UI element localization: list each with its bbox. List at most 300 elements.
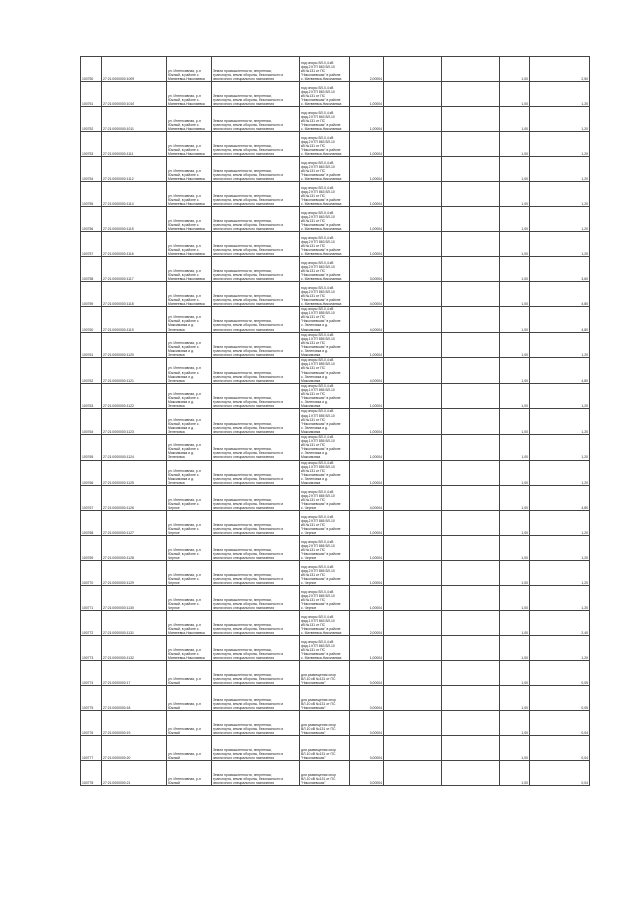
cell-text-line: с. Матвеевка-Николаевка xyxy=(301,226,342,231)
table-row xyxy=(81,536,590,561)
cell-record-id: 100778 xyxy=(81,761,102,786)
cell-land-category xyxy=(212,536,300,561)
cell-area: 1,00004 xyxy=(350,332,384,358)
cell-area: 1,00004 xyxy=(350,511,384,536)
cell-text-line: Максимовка и д. xyxy=(168,374,195,379)
cell-land-category xyxy=(212,736,300,761)
cell-text-line: ул. Интенсивная, р-н xyxy=(168,676,201,681)
cell-text-line: для размещения опор xyxy=(301,772,336,777)
cell-text-line: транспорта, земли обороны, безопасности и xyxy=(213,651,284,656)
cell-empty xyxy=(384,686,442,711)
table-row xyxy=(81,686,590,711)
cell-text-line: Земли промышленности, энергетики, xyxy=(213,622,272,627)
cell-record-id: 100751 xyxy=(81,82,102,107)
cell-cadastral-number: 27:21:0000000:1120 xyxy=(102,332,167,358)
cell-text-line: Земли промышленности, энергетики, xyxy=(213,370,272,375)
cell-text-line: фид.2 КТП 863 ВЛ-10 xyxy=(301,89,335,94)
cell-empty xyxy=(384,434,442,460)
cell-empty xyxy=(442,511,500,536)
cell-text-line: Южный xyxy=(168,706,180,711)
cell-text-line: земли иного специального назначения xyxy=(213,301,275,306)
cell-text-line: Земли промышленности, энергетики, xyxy=(213,472,272,477)
cell-text-line: кВ №131 от ПС xyxy=(301,243,326,248)
cell-permitted-use xyxy=(300,232,350,257)
cell-land-category xyxy=(212,257,300,282)
cell-coefficient: 1,00 xyxy=(500,586,530,611)
cell-text-line: с. Черное xyxy=(301,606,317,611)
cell-land-category xyxy=(212,511,300,536)
cell-text-line: "Николаевская" в районе xyxy=(301,626,341,631)
cell-text-line: под опоры ВЛ-0,4 кВ xyxy=(301,185,334,190)
cell-text-line: ул. Интенсивная, р-н xyxy=(168,726,201,731)
cell-text-line: земли иного специального назначения xyxy=(213,706,275,711)
cell-coefficient: 1,00 xyxy=(500,536,530,561)
cell-text-line: под опоры ВЛ-0,4 кВ xyxy=(301,435,334,439)
cell-cadastral-number: 27:21:0000000:21 xyxy=(102,761,167,786)
cell-text-line: Земли промышленности, энергетики, xyxy=(213,697,272,702)
cell-text-line: ул. Интенсивная, р-н xyxy=(168,268,201,273)
cell-text-line: Максимовка и д. xyxy=(168,349,195,353)
cell-text-line: ул. Интенсивная, р-н xyxy=(168,647,201,652)
cell-cadastral-number: 27:21:0000000:1125 xyxy=(102,460,167,486)
cell-coefficient: 1,00 xyxy=(500,182,530,207)
cell-value: 0,04 xyxy=(530,736,590,761)
cell-text-line: транспорта, земли обороны, безопасности и xyxy=(213,601,284,606)
cell-text-line: с. Черное xyxy=(301,531,317,536)
cell-text-line: Южный, в районе с. xyxy=(168,147,200,152)
cell-permitted-use xyxy=(300,409,350,435)
cell-area: 1,00004 xyxy=(350,107,384,132)
cell-text-line: кВ №131 от ПС xyxy=(301,366,326,371)
cell-text-line: фид.2 КТП 865 ВЛ-10 xyxy=(301,568,335,573)
cell-coefficient: 1,00 xyxy=(500,257,530,282)
cell-text-line: под опоры ВЛ-0,4 кВ xyxy=(301,307,334,312)
cell-text-line: ул. Интенсивная, р-н xyxy=(168,522,201,527)
cell-text-line: "Николаевская" xyxy=(301,706,326,711)
cell-text-line: земли иного специального назначения xyxy=(213,581,275,586)
cell-record-id: 100757 xyxy=(81,232,102,257)
table-row xyxy=(81,636,590,661)
cell-text-line: земли иного специального назначения xyxy=(213,378,275,383)
cell-text-line: транспорта, земли обороны, безопасности и xyxy=(213,172,284,177)
cell-text-line: Черное xyxy=(168,531,180,536)
cell-record-id: 100768 xyxy=(81,511,102,536)
cell-text-line: Зеленовка xyxy=(168,429,185,434)
cell-text-line: ул. Интенсивная, р-н xyxy=(168,468,201,473)
cell-permitted-use xyxy=(300,182,350,207)
cell-area: 0,00004 xyxy=(350,686,384,711)
cell-text-line: ул. Интенсивная, р-н xyxy=(168,340,201,345)
cell-empty xyxy=(384,332,442,358)
table-row xyxy=(81,332,590,358)
cell-area: 0,00004 xyxy=(350,761,384,786)
cell-permitted-use xyxy=(300,586,350,611)
cell-record-id: 100758 xyxy=(81,257,102,282)
cell-text-line: Южный, в районе с. xyxy=(168,222,200,227)
cell-record-id: 100760 xyxy=(81,307,102,333)
cell-empty xyxy=(384,157,442,182)
cell-empty xyxy=(442,561,500,586)
cell-value: 3,60 xyxy=(530,257,590,282)
cell-land-category xyxy=(212,661,300,686)
cell-text-line: ул. Интенсивная, р-н xyxy=(168,118,201,123)
cell-address xyxy=(167,486,212,511)
cell-coefficient: 1,00 xyxy=(500,486,530,511)
cell-text-line: с. Матвеевка-Николаевка xyxy=(301,301,342,306)
cell-area: 4,00004 xyxy=(350,307,384,333)
cell-text-line: ул. Интенсивная, р-н xyxy=(168,315,201,320)
cell-text-line: Земли промышленности, энергетики, xyxy=(213,447,272,452)
cell-land-category xyxy=(212,307,300,333)
cell-text-line: под опоры ВЛ-0,4 кВ xyxy=(301,60,334,65)
cell-text-line: Южный xyxy=(168,781,180,786)
cell-text-line: Максимовка и д. xyxy=(168,451,195,456)
cell-text-line: кВ №131 от ПС xyxy=(301,193,326,198)
cell-text-line: фид.2 КТП 863 ВЛ-10 xyxy=(301,164,335,169)
table-row xyxy=(81,82,590,107)
cell-empty xyxy=(384,182,442,207)
cell-text-line: с. Черное xyxy=(301,556,317,561)
cell-text-line: Зеленовка xyxy=(168,353,185,358)
cell-text-line: земли иного специального назначения xyxy=(213,455,275,460)
cell-text-line: Зеленовка xyxy=(168,327,185,332)
cell-address xyxy=(167,207,212,232)
cell-coefficient: 1,00 xyxy=(500,358,530,384)
cell-text-line: Максимовка xyxy=(301,455,321,460)
cell-text-line: "Николаевская" в районе xyxy=(301,526,341,531)
cell-text-line: кВ №131 от ПС xyxy=(301,218,326,223)
table-row xyxy=(81,486,590,511)
cell-permitted-use xyxy=(300,82,350,107)
cell-text-line: Матвеевка-Николаевка xyxy=(168,276,205,281)
cell-value: 4,80 xyxy=(530,307,590,333)
cell-land-category xyxy=(212,486,300,511)
cell-text-line: Земли промышленности, энергетики, xyxy=(213,522,272,527)
table-row xyxy=(81,57,590,82)
cell-text-line: "Николаевская" в районе xyxy=(301,222,341,227)
cell-cadastral-number: 27:21:0000000:1010 xyxy=(102,82,167,107)
cell-empty xyxy=(442,686,500,711)
cell-text-line: Южный, в районе с. xyxy=(168,551,200,556)
cell-permitted-use xyxy=(300,561,350,586)
cell-text-line: Южный, в районе с. xyxy=(168,526,200,531)
cell-text-line: с. Зеленовка и д. xyxy=(301,400,328,405)
cell-cadastral-number: 27:21:0000000:1130 xyxy=(102,586,167,611)
cell-text-line: "Николаевская" xyxy=(301,756,326,761)
cell-text-line: кВ №131 от ПС xyxy=(301,622,326,627)
cell-text-line: ул. Интенсивная, р-н xyxy=(168,243,201,248)
cell-land-category xyxy=(212,282,300,307)
cell-text-line: Южный, в районе с. xyxy=(168,247,200,252)
cell-record-id: 100772 xyxy=(81,611,102,636)
cell-record-id: 100754 xyxy=(81,157,102,182)
cell-value: 1,20 xyxy=(530,511,590,536)
cell-text-line: Южный, в районе с. xyxy=(168,319,200,324)
cell-area: 1,00004 xyxy=(350,157,384,182)
cell-empty xyxy=(442,107,500,132)
cell-text-line: Матвеевка-Николаевка xyxy=(168,151,205,156)
cell-text-line: ул. Интенсивная, р-н xyxy=(168,143,201,148)
cell-empty xyxy=(442,736,500,761)
cell-text-line: "Николаевская" в районе xyxy=(301,576,341,581)
cell-record-id: 100771 xyxy=(81,586,102,611)
cell-coefficient: 1,00 xyxy=(500,282,530,307)
cell-text-line: Южный, в районе с. xyxy=(168,501,200,506)
cell-area: 3,00004 xyxy=(350,257,384,282)
cell-value: 0,04 xyxy=(530,761,590,786)
cell-text-line: ул. Интенсивная, р-н xyxy=(168,622,201,627)
cell-text-line: фид.2 КТП 863 ВЛ-10 xyxy=(301,114,335,119)
cell-coefficient: 1,00 xyxy=(500,232,530,257)
cell-text-line: Южный, в районе с. xyxy=(168,396,200,401)
cell-empty xyxy=(442,761,500,786)
table-row xyxy=(81,611,590,636)
cell-text-line: ул. Интенсивная, р-н xyxy=(168,776,201,781)
cell-text-line: для размещения опор xyxy=(301,722,336,727)
cell-address xyxy=(167,132,212,157)
cell-text-line: транспорта, земли обороны, безопасности и xyxy=(213,776,284,781)
table-row xyxy=(81,282,590,307)
cell-text-line: ул. Интенсивная, р-н xyxy=(168,701,201,706)
cell-text-line: Максимовка xyxy=(301,429,321,434)
cell-text-line: транспорта, земли обороны, безопасности и xyxy=(213,626,284,631)
cell-value: 1,20 xyxy=(530,636,590,661)
cell-text-line: ВЛ-10 кВ №131 от ПС xyxy=(301,676,336,681)
cell-value: 1,20 xyxy=(530,409,590,435)
cell-text-line: кВ №131 от ПС xyxy=(301,168,326,173)
cell-value: 1,20 xyxy=(530,182,590,207)
cell-text-line: Максимовка xyxy=(301,404,321,409)
cell-text-line: для размещения опор xyxy=(301,672,336,677)
cell-cadastral-number: 27:21:0000000:1115 xyxy=(102,207,167,232)
cell-text-line: "Николаевская" в районе xyxy=(301,197,341,202)
cell-text-line: ул. Интенсивная, р-н xyxy=(168,293,201,298)
cell-coefficient: 1,00 xyxy=(500,57,530,82)
cell-text-line: Южный, в районе с. xyxy=(168,72,200,77)
cell-address xyxy=(167,257,212,282)
cell-text-line: фид.2 КТП 863 ВЛ-10 xyxy=(301,189,335,194)
cell-empty xyxy=(442,711,500,736)
cell-address xyxy=(167,107,212,132)
cell-text-line: для размещения опор xyxy=(301,697,336,702)
cell-text-line: фид.2 КТП 863 ВЛ-10 xyxy=(301,289,335,294)
cell-text-line: земли иного специального назначения xyxy=(213,606,275,611)
cell-text-line: транспорта, земли обороны, безопасности и xyxy=(213,576,284,581)
cell-record-id: 100763 xyxy=(81,383,102,409)
cell-text-line: фид.2 КТП 865 ВЛ-10 xyxy=(301,543,335,548)
cell-permitted-use xyxy=(300,460,350,486)
table-row xyxy=(81,358,590,384)
cell-area: 1,00004 xyxy=(350,409,384,435)
cell-text-line: с. Зеленовка и д. xyxy=(301,451,328,456)
cell-text-line: Земли промышленности, энергетики, xyxy=(213,243,272,248)
cell-permitted-use xyxy=(300,486,350,511)
cell-empty xyxy=(384,536,442,561)
cell-permitted-use xyxy=(300,711,350,736)
cell-land-category xyxy=(212,182,300,207)
cell-cadastral-number: 27:21:0000000:20 xyxy=(102,736,167,761)
cell-coefficient: 1,00 xyxy=(500,409,530,435)
cell-empty xyxy=(384,736,442,761)
table-row xyxy=(81,561,590,586)
cell-cadastral-number: 27:21:0000000:1118 xyxy=(102,282,167,307)
cell-address xyxy=(167,307,212,333)
cell-text-line: Матвеевка-Николаевка xyxy=(168,126,205,131)
cell-coefficient: 1,00 xyxy=(500,561,530,586)
cell-text-line: транспорта, земли обороны, безопасности и xyxy=(213,297,284,302)
cell-address xyxy=(167,686,212,711)
table-row xyxy=(81,257,590,282)
cell-area: 0,00004 xyxy=(350,736,384,761)
cell-address xyxy=(167,282,212,307)
cell-text-line: фид.1 КТП 863 ВЛ-10 xyxy=(301,618,335,623)
cell-area: 1,00004 xyxy=(350,82,384,107)
cell-empty xyxy=(384,282,442,307)
cell-record-id: 100773 xyxy=(81,636,102,661)
cell-text-line: под опоры ВЛ-0,4 кВ xyxy=(301,235,334,240)
cell-text-line: "Николаевская" xyxy=(301,681,326,686)
cell-empty xyxy=(442,57,500,82)
cell-text-line: Земли промышленности, энергетики, xyxy=(213,143,272,148)
table-row xyxy=(81,132,590,157)
cell-text-line: Земли промышленности, энергетики, xyxy=(213,747,272,752)
cell-record-id: 100770 xyxy=(81,561,102,586)
cell-address xyxy=(167,82,212,107)
cell-empty xyxy=(384,761,442,786)
cell-text-line: Земли промышленности, энергетики, xyxy=(213,672,272,677)
cell-empty xyxy=(442,434,500,460)
cell-permitted-use xyxy=(300,536,350,561)
cell-text-line: Южный xyxy=(168,756,180,761)
cell-address xyxy=(167,711,212,736)
cell-value: 1,20 xyxy=(530,460,590,486)
cell-text-line: Матвеевка-Николаевка xyxy=(168,631,205,636)
cell-value: 1,20 xyxy=(530,207,590,232)
cell-permitted-use xyxy=(300,686,350,711)
cell-text-line: под опоры ВЛ-0,4 кВ xyxy=(301,514,334,519)
cell-coefficient: 1,00 xyxy=(500,711,530,736)
cell-address xyxy=(167,611,212,636)
cell-text-line: Максимовка xyxy=(301,327,321,332)
cell-empty xyxy=(384,611,442,636)
cell-text-line: транспорта, земли обороны, безопасности и xyxy=(213,97,284,102)
cell-area: 2,00004 xyxy=(350,57,384,82)
cell-empty xyxy=(384,257,442,282)
cell-text-line: "Николаевская" в районе xyxy=(301,147,341,152)
cell-cadastral-number: 27:21:0000000:1123 xyxy=(102,409,167,435)
cell-address xyxy=(167,636,212,661)
cell-text-line: Южный, в районе с. xyxy=(168,651,200,656)
cell-text-line: Матвеевка-Николаевка xyxy=(168,176,205,181)
cell-land-category xyxy=(212,107,300,132)
cell-text-line: ул. Интенсивная, р-н xyxy=(168,751,201,756)
cell-text-line: Земли промышленности, энергетики, xyxy=(213,772,272,777)
cell-text-line: с. Матвеевка-Николаевка xyxy=(301,151,342,156)
cell-text-line: фид.1 КТП 855 ВЛ-10 xyxy=(301,311,335,316)
cell-text-line: "Николаевская" в районе xyxy=(301,319,341,324)
cell-text-line: Земли промышленности, энергетики, xyxy=(213,218,272,223)
cell-coefficient: 1,00 xyxy=(500,434,530,460)
cell-text-line: Южный, в районе с. xyxy=(168,626,200,631)
cell-text-line: кВ №131 от ПС xyxy=(301,572,326,577)
table-row xyxy=(81,383,590,409)
cell-text-line: Земли промышленности, энергетики, xyxy=(213,118,272,123)
cell-record-id: 100767 xyxy=(81,486,102,511)
table-row xyxy=(81,736,590,761)
cell-land-category xyxy=(212,686,300,711)
cell-value: 4,80 xyxy=(530,486,590,511)
cell-area: 1,00004 xyxy=(350,132,384,157)
cell-text-line: Южный, в районе с. xyxy=(168,272,200,277)
cell-text-line: под опоры ВЛ-0,4 кВ xyxy=(301,332,334,337)
table-row xyxy=(81,307,590,333)
cell-permitted-use xyxy=(300,383,350,409)
cell-text-line: под опоры ВЛ-0,4 кВ xyxy=(301,589,334,594)
cell-text-line: "Николаевская" в районе xyxy=(301,172,341,177)
cell-cadastral-number: 27:21:0000000:1126 xyxy=(102,486,167,511)
cell-text-line: под опоры ВЛ-0,4 кВ xyxy=(301,85,334,90)
cell-text-line: земли иного специального назначения xyxy=(213,681,275,686)
cell-record-id: 100769 xyxy=(81,536,102,561)
cell-land-category xyxy=(212,157,300,182)
table-row xyxy=(81,661,590,686)
cell-text-line: под опоры ВЛ-0,4 кВ xyxy=(301,539,334,544)
cell-address xyxy=(167,736,212,761)
cell-text-line: ул. Интенсивная, р-н xyxy=(168,417,201,422)
cell-text-line: ул. Интенсивная, р-н xyxy=(168,443,201,448)
table-row xyxy=(81,761,590,786)
cell-text-line: транспорта, земли обороны, безопасности и xyxy=(213,701,284,706)
cell-area: 1,00004 xyxy=(350,182,384,207)
cell-text-line: ул. Интенсивная, р-н xyxy=(168,392,201,396)
cell-address xyxy=(167,511,212,536)
cell-text-line: земли иного специального назначения xyxy=(213,176,275,181)
cell-land-category xyxy=(212,711,300,736)
cell-text-line: фид.2 КТП 863 ВЛ-10 xyxy=(301,214,335,219)
cell-value: 1,20 xyxy=(530,536,590,561)
cell-land-category xyxy=(212,636,300,661)
cell-text-line: транспорта, земли обороны, безопасности и xyxy=(213,122,284,127)
cell-land-category xyxy=(212,332,300,358)
cell-address xyxy=(167,57,212,82)
cell-text-line: Зеленовка xyxy=(168,378,185,383)
cell-empty xyxy=(384,232,442,257)
table-row xyxy=(81,434,590,460)
cell-text-line: земли иного специального назначения xyxy=(213,656,275,661)
cell-text-line: кВ №131 от ПС xyxy=(301,443,326,448)
cell-text-line: кВ №131 от ПС xyxy=(301,392,326,396)
cell-text-line: Земли промышленности, энергетики, xyxy=(213,68,272,73)
cell-text-line: транспорта, земли обороны, безопасности и xyxy=(213,222,284,227)
cell-cadastral-number: 27:21:0000000:1111 xyxy=(102,132,167,157)
cell-text-line: "Николаевская" в районе xyxy=(301,472,341,477)
cell-empty xyxy=(384,586,442,611)
cell-empty xyxy=(442,358,500,384)
cell-text-line: кВ №131 от ПС xyxy=(301,468,326,473)
cell-area: 2,00004 xyxy=(350,611,384,636)
cell-text-line: с. Зеленовка и д. xyxy=(301,374,328,379)
cell-text-line: Максимовка xyxy=(301,378,321,383)
cell-text-line: земли иного специального назначения xyxy=(213,126,275,131)
cell-text-line: земли иного специального назначения xyxy=(213,731,275,736)
cell-cadastral-number: 27:21:0000000:1122 xyxy=(102,383,167,409)
cell-text-line: Земли промышленности, энергетики, xyxy=(213,547,272,552)
cell-text-line: транспорта, земли обороны, безопасности и xyxy=(213,349,284,353)
cell-empty xyxy=(442,157,500,182)
cell-text-line: "Николаевская" в районе xyxy=(301,272,341,277)
cell-cadastral-number: 27:21:0000000:1011 xyxy=(102,107,167,132)
cell-land-category xyxy=(212,358,300,384)
